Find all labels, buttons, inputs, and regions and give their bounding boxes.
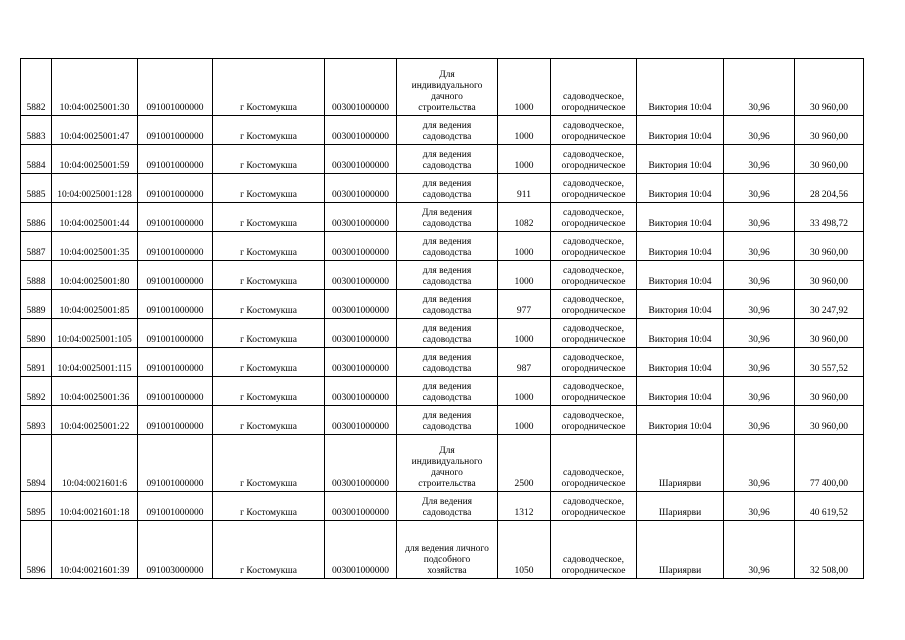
land-use-purpose-line: Для ведения	[421, 497, 473, 508]
land-use-type-line: огородническое	[561, 479, 626, 490]
land-use-type	[551, 521, 637, 579]
table-row	[21, 232, 864, 261]
land-use-type-line: огородническое	[561, 190, 626, 201]
specific-value: 30,96	[724, 406, 795, 435]
land-use-purpose	[397, 116, 498, 145]
cadastral-number: 10:04:0021601:6	[52, 435, 138, 492]
land-use-purpose-line: строительства	[418, 103, 476, 114]
row-number: 5882	[21, 59, 52, 116]
area: 1000	[498, 232, 551, 261]
land-use-type	[551, 435, 637, 492]
location: Шариярви	[637, 521, 724, 579]
land-use-type-line: огородническое	[561, 219, 626, 230]
row-number: 5886	[21, 203, 52, 232]
land-use-type	[551, 232, 637, 261]
oktmo-code: 003001000000	[325, 203, 397, 232]
cadastral-value-table	[20, 58, 864, 579]
land-use-purpose	[397, 377, 498, 406]
area: 1000	[498, 377, 551, 406]
land-use-purpose-line: хозяйства	[427, 566, 467, 577]
locality: г Костомукша	[213, 116, 325, 145]
oktmo-code: 003001000000	[325, 261, 397, 290]
location: Виктория 10:04	[637, 377, 724, 406]
land-use-type-line: садоводческое,	[563, 179, 624, 190]
land-use-type-line: огородническое	[561, 132, 626, 143]
cadastral-number: 10:04:0025001:80	[52, 261, 138, 290]
land-use-type-line: садоводческое,	[563, 121, 624, 132]
area: 1050	[498, 521, 551, 579]
cadastral-number: 10:04:0025001:30	[52, 59, 138, 116]
row-number: 5891	[21, 348, 52, 377]
cadastral-value: 33 498,72	[795, 203, 864, 232]
land-use-purpose-line: садоводства	[422, 422, 472, 433]
specific-value: 30,96	[724, 261, 795, 290]
cadastral-value: 30 960,00	[795, 377, 864, 406]
area: 1000	[498, 261, 551, 290]
land-use-purpose	[397, 435, 498, 492]
land-use-purpose-line: для ведения личного	[405, 544, 489, 555]
location: Шариярви	[637, 492, 724, 521]
cadastral-value: 77 400,00	[795, 435, 864, 492]
land-use-type-line: садоводческое,	[563, 324, 624, 335]
land-use-purpose	[397, 406, 498, 435]
row-number: 5885	[21, 174, 52, 203]
land-use-type-line: огородническое	[561, 393, 626, 404]
area: 1082	[498, 203, 551, 232]
land-use-purpose-line: строительства	[418, 479, 476, 490]
location: Виктория 10:04	[637, 348, 724, 377]
specific-value: 30,96	[724, 435, 795, 492]
location: Виктория 10:04	[637, 174, 724, 203]
table-row	[21, 319, 864, 348]
land-use-type-line: огородническое	[561, 335, 626, 346]
land-use-purpose-line: для ведения	[422, 179, 472, 190]
area: 2500	[498, 435, 551, 492]
land-use-purpose-line: подсобного	[423, 555, 471, 566]
table-row	[21, 492, 864, 521]
oktmo-code: 003001000000	[325, 145, 397, 174]
cadastral-value: 32 508,00	[795, 521, 864, 579]
area: 1312	[498, 492, 551, 521]
area: 911	[498, 174, 551, 203]
table-row	[21, 377, 864, 406]
locality: г Костомукша	[213, 319, 325, 348]
cadastral-value: 30 960,00	[795, 319, 864, 348]
land-use-type-line: садоводческое,	[563, 295, 624, 306]
land-use-type-line: огородническое	[561, 103, 626, 114]
area: 1000	[498, 59, 551, 116]
land-use-purpose-line: для ведения	[422, 237, 472, 248]
land-use-purpose	[397, 348, 498, 377]
specific-value: 30,96	[724, 319, 795, 348]
oktmo-code: 003001000000	[325, 290, 397, 319]
cadastral-value: 28 204,56	[795, 174, 864, 203]
okato-code: 091001000000	[138, 145, 213, 174]
cadastral-number: 10:04:0021601:39	[52, 521, 138, 579]
row-number: 5883	[21, 116, 52, 145]
cadastral-value: 30 960,00	[795, 145, 864, 174]
locality: г Костомукша	[213, 261, 325, 290]
oktmo-code: 003001000000	[325, 319, 397, 348]
oktmo-code: 003001000000	[325, 406, 397, 435]
specific-value: 30,96	[724, 59, 795, 116]
land-use-type	[551, 406, 637, 435]
location: Шариярви	[637, 435, 724, 492]
location: Виктория 10:04	[637, 203, 724, 232]
row-number: 5896	[21, 521, 52, 579]
cadastral-number: 10:04:0025001:128	[52, 174, 138, 203]
okato-code: 091001000000	[138, 174, 213, 203]
cadastral-value: 30 960,00	[795, 232, 864, 261]
row-number: 5884	[21, 145, 52, 174]
location: Виктория 10:04	[637, 116, 724, 145]
land-use-type-line: садоводческое,	[563, 92, 624, 103]
land-use-purpose-line: садоводства	[422, 335, 472, 346]
oktmo-code: 003001000000	[325, 116, 397, 145]
land-use-type	[551, 59, 637, 116]
locality: г Костомукша	[213, 174, 325, 203]
cadastral-value: 30 960,00	[795, 261, 864, 290]
oktmo-code: 003001000000	[325, 521, 397, 579]
cadastral-value: 40 619,52	[795, 492, 864, 521]
specific-value: 30,96	[724, 377, 795, 406]
land-use-type	[551, 261, 637, 290]
land-use-purpose	[397, 521, 498, 579]
land-use-type-line: огородническое	[561, 248, 626, 259]
land-use-type-line: огородническое	[561, 277, 626, 288]
row-number: 5888	[21, 261, 52, 290]
land-use-type	[551, 116, 637, 145]
cadastral-number: 10:04:0025001:44	[52, 203, 138, 232]
table-row	[21, 59, 864, 116]
land-use-purpose	[397, 203, 498, 232]
locality: г Костомукша	[213, 521, 325, 579]
land-use-type-line: садоводческое,	[563, 411, 624, 422]
specific-value: 30,96	[724, 116, 795, 145]
row-number: 5892	[21, 377, 52, 406]
specific-value: 30,96	[724, 203, 795, 232]
oktmo-code: 003001000000	[325, 174, 397, 203]
locality: г Костомукша	[213, 232, 325, 261]
specific-value: 30,96	[724, 145, 795, 174]
land-use-type-line: садоводческое,	[563, 353, 624, 364]
okato-code: 091001000000	[138, 492, 213, 521]
area: 1000	[498, 406, 551, 435]
table-row	[21, 145, 864, 174]
okato-code: 091001000000	[138, 406, 213, 435]
locality: г Костомукша	[213, 203, 325, 232]
cadastral-value: 30 557,52	[795, 348, 864, 377]
land-use-purpose-line: Для	[439, 446, 455, 457]
land-use-purpose	[397, 492, 498, 521]
land-use-purpose-line: Для ведения	[421, 208, 473, 219]
cadastral-value: 30 247,92	[795, 290, 864, 319]
row-number: 5890	[21, 319, 52, 348]
land-use-type	[551, 348, 637, 377]
oktmo-code: 003001000000	[325, 348, 397, 377]
okato-code: 091001000000	[138, 261, 213, 290]
land-use-purpose-line: садоводства	[422, 132, 472, 143]
specific-value: 30,96	[724, 348, 795, 377]
land-use-purpose-line: для ведения	[422, 411, 472, 422]
row-number: 5894	[21, 435, 52, 492]
land-use-purpose-line: дачного	[431, 468, 463, 479]
specific-value: 30,96	[724, 492, 795, 521]
land-use-purpose-line: для ведения	[422, 266, 472, 277]
specific-value: 30,96	[724, 232, 795, 261]
okato-code: 091001000000	[138, 290, 213, 319]
table-row	[21, 203, 864, 232]
table-body	[21, 59, 864, 579]
land-use-purpose-line: садоводства	[422, 161, 472, 172]
okato-code: 091001000000	[138, 116, 213, 145]
cadastral-number: 10:04:0025001:22	[52, 406, 138, 435]
land-use-purpose-line: дачного	[431, 92, 463, 103]
row-number: 5895	[21, 492, 52, 521]
okato-code: 091003000000	[138, 521, 213, 579]
land-use-type	[551, 492, 637, 521]
land-use-type	[551, 290, 637, 319]
land-use-type-line: огородническое	[561, 161, 626, 172]
land-use-type	[551, 174, 637, 203]
land-use-purpose-line: садоводства	[422, 508, 472, 519]
table-row	[21, 290, 864, 319]
area: 977	[498, 290, 551, 319]
cadastral-value: 30 960,00	[795, 116, 864, 145]
land-use-purpose	[397, 59, 498, 116]
land-use-type-line: огородническое	[561, 364, 626, 375]
cadastral-number: 10:04:0025001:85	[52, 290, 138, 319]
land-use-purpose-line: садоводства	[422, 364, 472, 375]
locality: г Костомукша	[213, 406, 325, 435]
area: 1000	[498, 145, 551, 174]
okato-code: 091001000000	[138, 59, 213, 116]
land-use-type	[551, 377, 637, 406]
location: Виктория 10:04	[637, 59, 724, 116]
land-use-purpose-line: для ведения	[422, 295, 472, 306]
land-use-type-line: садоводческое,	[563, 497, 624, 508]
okato-code: 091001000000	[138, 348, 213, 377]
land-use-purpose	[397, 290, 498, 319]
land-use-type-line: садоводческое,	[563, 150, 624, 161]
location: Виктория 10:04	[637, 261, 724, 290]
locality: г Костомукша	[213, 59, 325, 116]
locality: г Костомукша	[213, 377, 325, 406]
land-use-type	[551, 145, 637, 174]
table-row	[21, 435, 864, 492]
table-row	[21, 261, 864, 290]
land-use-type-line: садоводческое,	[563, 468, 624, 479]
land-use-type-line: садоводческое,	[563, 555, 624, 566]
okato-code: 091001000000	[138, 232, 213, 261]
cadastral-number: 10:04:0025001:115	[52, 348, 138, 377]
oktmo-code: 003001000000	[325, 435, 397, 492]
land-use-purpose-line: садоводства	[422, 219, 472, 230]
cadastral-number: 10:04:0021601:18	[52, 492, 138, 521]
row-number: 5887	[21, 232, 52, 261]
table-row	[21, 348, 864, 377]
okato-code: 091001000000	[138, 319, 213, 348]
cadastral-value: 30 960,00	[795, 406, 864, 435]
okato-code: 091001000000	[138, 203, 213, 232]
land-use-purpose-line: садоводства	[422, 277, 472, 288]
land-use-purpose-line: садоводства	[422, 190, 472, 201]
cadastral-number: 10:04:0025001:47	[52, 116, 138, 145]
land-use-purpose	[397, 319, 498, 348]
table-row	[21, 406, 864, 435]
row-number: 5893	[21, 406, 52, 435]
locality: г Костомукша	[213, 145, 325, 174]
land-use-purpose	[397, 261, 498, 290]
cadastral-number: 10:04:0025001:36	[52, 377, 138, 406]
land-use-purpose-line: индивидуального	[411, 457, 483, 468]
cadastral-value: 30 960,00	[795, 59, 864, 116]
land-use-purpose-line: для ведения	[422, 353, 472, 364]
specific-value: 30,96	[724, 521, 795, 579]
area: 987	[498, 348, 551, 377]
okato-code: 091001000000	[138, 377, 213, 406]
location: Виктория 10:04	[637, 406, 724, 435]
specific-value: 30,96	[724, 174, 795, 203]
land-use-type-line: садоводческое,	[563, 382, 624, 393]
locality: г Костомукша	[213, 492, 325, 521]
land-use-type-line: огородническое	[561, 566, 626, 577]
land-use-purpose-line: для ведения	[422, 150, 472, 161]
location: Виктория 10:04	[637, 145, 724, 174]
locality: г Костомукша	[213, 435, 325, 492]
oktmo-code: 003001000000	[325, 59, 397, 116]
cadastral-number: 10:04:0025001:105	[52, 319, 138, 348]
land-use-type	[551, 319, 637, 348]
land-use-type-line: огородническое	[561, 422, 626, 433]
table-row	[21, 521, 864, 579]
land-use-type-line: садоводческое,	[563, 266, 624, 277]
cadastral-number: 10:04:0025001:59	[52, 145, 138, 174]
land-use-purpose-line: для ведения	[422, 382, 472, 393]
specific-value: 30,96	[724, 290, 795, 319]
land-use-type-line: огородническое	[561, 306, 626, 317]
row-number: 5889	[21, 290, 52, 319]
land-use-purpose	[397, 145, 498, 174]
land-use-type-line: садоводческое,	[563, 237, 624, 248]
area: 1000	[498, 116, 551, 145]
locality: г Костомукша	[213, 290, 325, 319]
land-use-purpose-line: Для	[439, 70, 455, 81]
area: 1000	[498, 319, 551, 348]
okato-code: 091001000000	[138, 435, 213, 492]
land-use-type-line: огородническое	[561, 508, 626, 519]
location: Виктория 10:04	[637, 319, 724, 348]
land-use-purpose	[397, 174, 498, 203]
locality: г Костомукша	[213, 348, 325, 377]
cadastral-number: 10:04:0025001:35	[52, 232, 138, 261]
land-use-purpose-line: садоводства	[422, 248, 472, 259]
land-use-purpose-line: садоводства	[422, 393, 472, 404]
land-use-purpose-line: для ведения	[422, 324, 472, 335]
land-use-purpose	[397, 232, 498, 261]
location: Виктория 10:04	[637, 232, 724, 261]
land-use-type-line: садоводческое,	[563, 208, 624, 219]
oktmo-code: 003001000000	[325, 232, 397, 261]
land-use-type	[551, 203, 637, 232]
land-use-purpose-line: садоводства	[422, 306, 472, 317]
oktmo-code: 003001000000	[325, 377, 397, 406]
land-use-purpose-line: индивидуального	[411, 81, 483, 92]
location: Виктория 10:04	[637, 290, 724, 319]
oktmo-code: 003001000000	[325, 492, 397, 521]
land-use-purpose-line: для ведения	[422, 121, 472, 132]
table-row	[21, 174, 864, 203]
table-row	[21, 116, 864, 145]
